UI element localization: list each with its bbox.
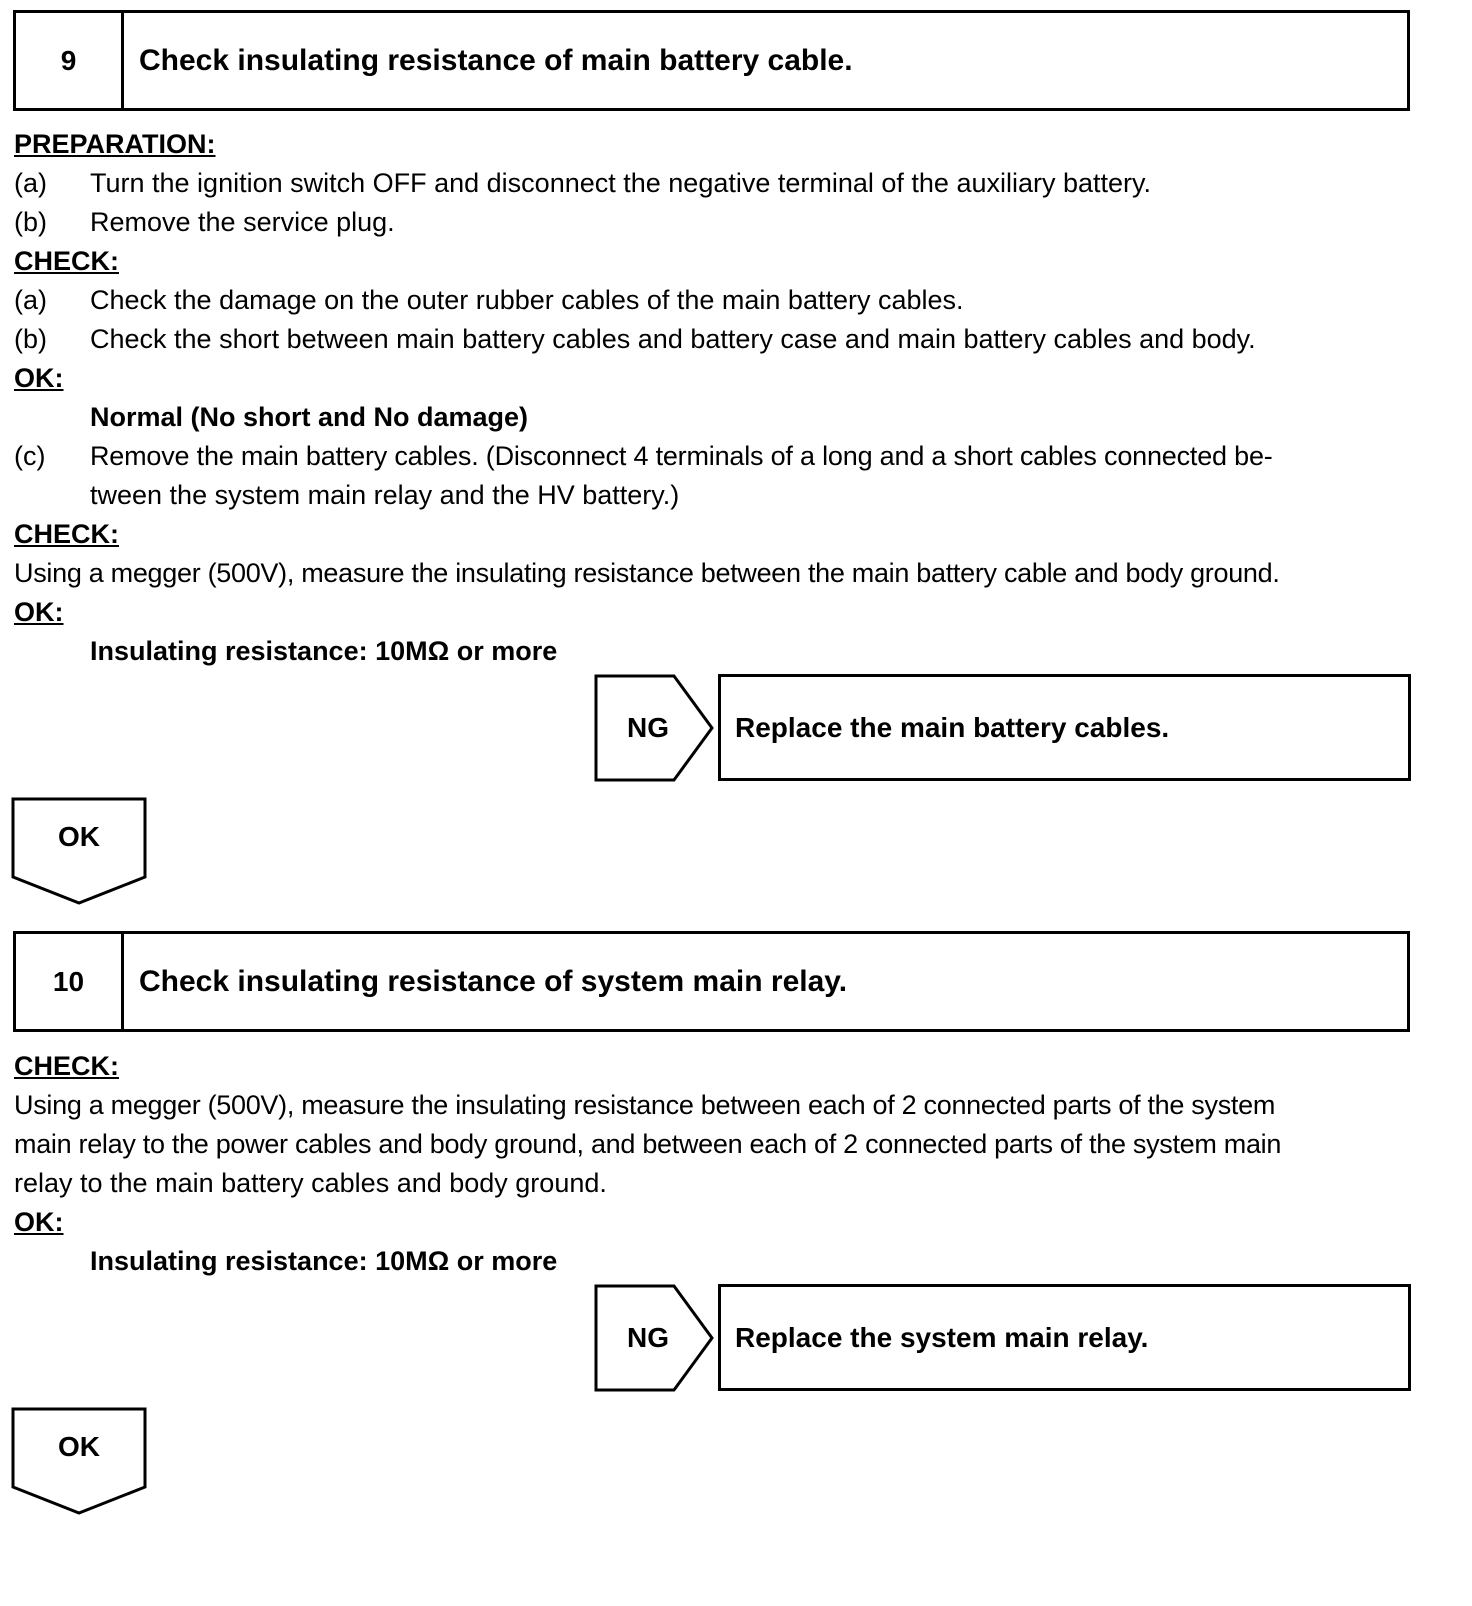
ok-label: OK [58,821,100,852]
step-10-header [13,931,1410,1032]
ng-label: NG [627,1322,669,1353]
prep-a-text: Turn the ignition switch OFF and disconnect the negative terminal of the auxiliary battery. [90,168,1152,198]
ok-label: OK [58,1431,100,1462]
check-text: Using a megger (500V), measure the insulating resistance between the main battery cable and body ground. [14,558,1280,588]
check-text-line2: main relay to the power cables and body ground, and between each of 2 connected parts of the system main [14,1129,1282,1159]
prep-b-letter: (b) [14,207,47,237]
check-b-text: Check the short between main battery cables and battery case and main battery cables and body. [90,324,1256,354]
check-text-line3: relay to the main battery cables and body ground. [14,1168,607,1198]
check-text-line1: Using a megger (500V), measure the insulating resistance between each of 2 connected parts of the system [14,1090,1276,1120]
ok-value: Normal (No short and No damage) [90,402,529,432]
step-9-title: Check insulating resistance of main battery cable. [139,43,853,77]
prep-a-letter: (a) [14,168,47,198]
check-a-text: Check the damage on the outer rubber cables of the main battery cables. [90,285,964,315]
step-10-title: Check insulating resistance of system main relay. [139,964,848,998]
check-heading: CHECK: [14,246,119,276]
step-10-number: 10 [16,934,124,1029]
ng-action-box: Replace the main battery cables. [718,674,1411,781]
item-c-line1: Remove the main battery cables. (Disconnect 4 terminals of a long and a short cables connected be- [90,441,1273,471]
ok-value: Insulating resistance: 10MΩ or more [90,636,558,666]
item-c-letter: (c) [14,441,46,471]
step-9-header [13,10,1410,111]
check-a-letter: (a) [14,285,47,315]
step-9-number: 9 [16,13,124,108]
ok-heading: OK: [14,1207,64,1237]
check-heading: CHECK: [14,1051,119,1081]
preparation-heading: PREPARATION: [14,129,216,159]
item-c-line2: tween the system main relay and the HV battery.) [90,480,680,510]
ok-heading: OK: [14,363,64,393]
ng-action-box: Replace the system main relay. [718,1284,1411,1391]
ng-label: NG [627,712,669,743]
check-heading: CHECK: [14,519,119,549]
check-b-letter: (b) [14,324,47,354]
ok-value: Insulating resistance: 10MΩ or more [90,1246,558,1276]
prep-b-text: Remove the service plug. [90,207,395,237]
ok-heading: OK: [14,597,64,627]
